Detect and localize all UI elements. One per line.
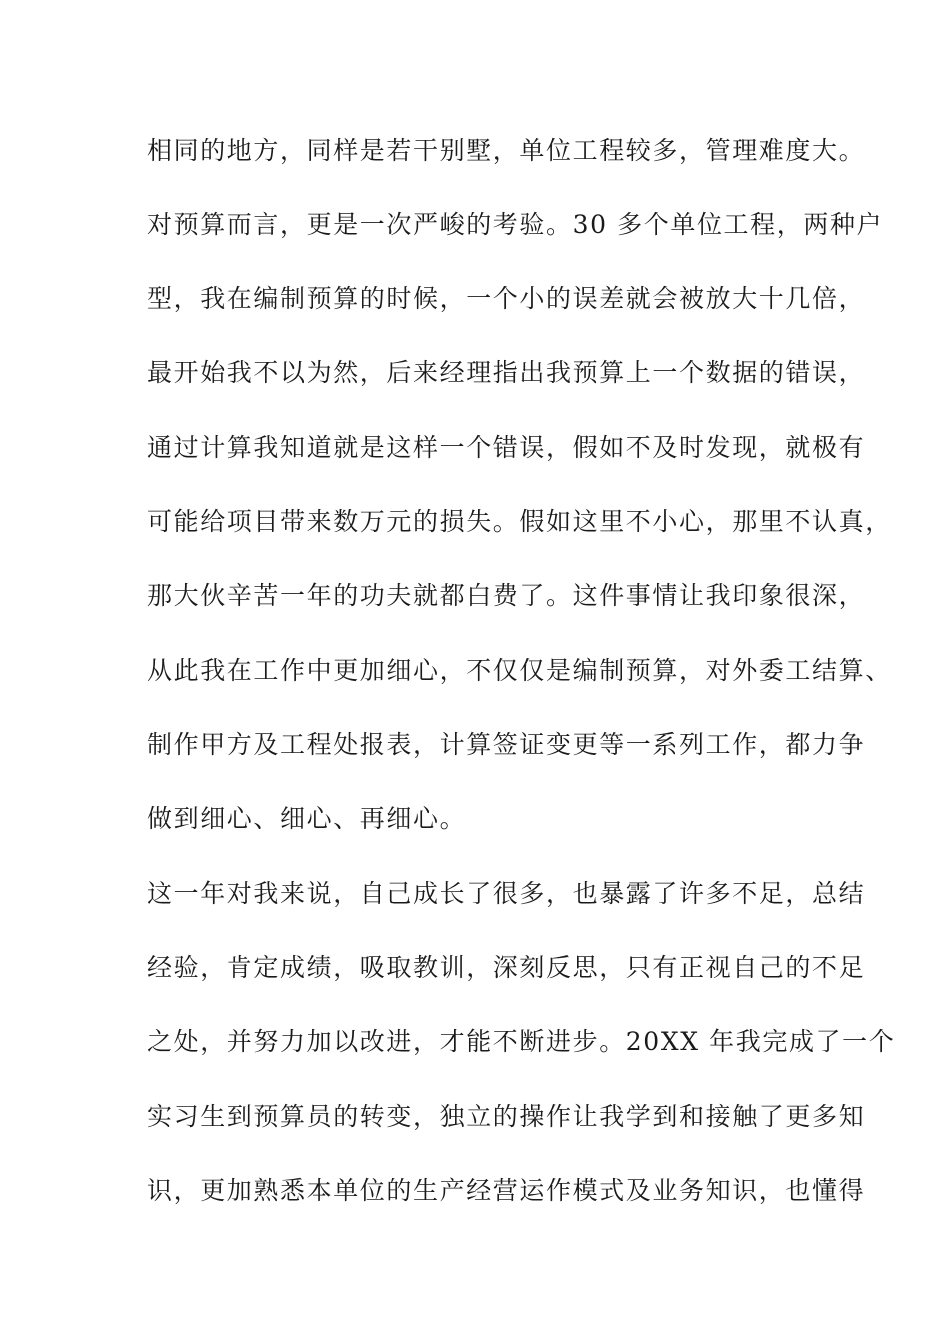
text-line-6: 可能给项目带来数万元的损失。假如这里不小心，那里不认真，	[147, 507, 892, 536]
text-line-2: 对预算而言，更是一次严峻的考验。30 多个单位工程，两种户	[147, 210, 884, 239]
text-line-4: 最开始我不以为然，后来经理指出我预算上一个数据的错误，	[147, 358, 866, 387]
text-line-14: 实习生到预算员的转变，独立的操作让我学到和接触了更多知	[147, 1102, 866, 1131]
text-line-3: 型，我在编制预算的时候，一个小的误差就会被放大十几倍，	[147, 284, 866, 313]
text-line-13: 之处，并努力加以改进，才能不断进步。20XX 年我完成了一个	[147, 1027, 896, 1056]
text-line-15: 识，更加熟悉本单位的生产经营运作模式及业务知识，也懂得	[147, 1176, 866, 1205]
text-line-8: 从此我在工作中更加细心，不仅仅是编制预算，对外委工结算、	[147, 656, 892, 685]
text-line-11: 这一年对我来说，自己成长了很多，也暴露了许多不足，总结	[147, 879, 866, 908]
text-line-12: 经验，肯定成绩，吸取教训，深刻反思，只有正视自己的不足	[147, 953, 866, 982]
text-line-10: 做到细心、细心、再细心。	[147, 804, 467, 833]
text-line-5: 通过计算我知道就是这样一个错误，假如不及时发现，就极有	[147, 433, 866, 462]
text-line-9: 制作甲方及工程处报表，计算签证变更等一系列工作，都力争	[147, 730, 866, 759]
text-line-1: 相同的地方，同样是若干别墅，单位工程较多，管理难度大。	[147, 136, 866, 165]
text-line-7: 那大伙辛苦一年的功夫就都白费了。这件事情让我印象很深，	[147, 581, 866, 610]
